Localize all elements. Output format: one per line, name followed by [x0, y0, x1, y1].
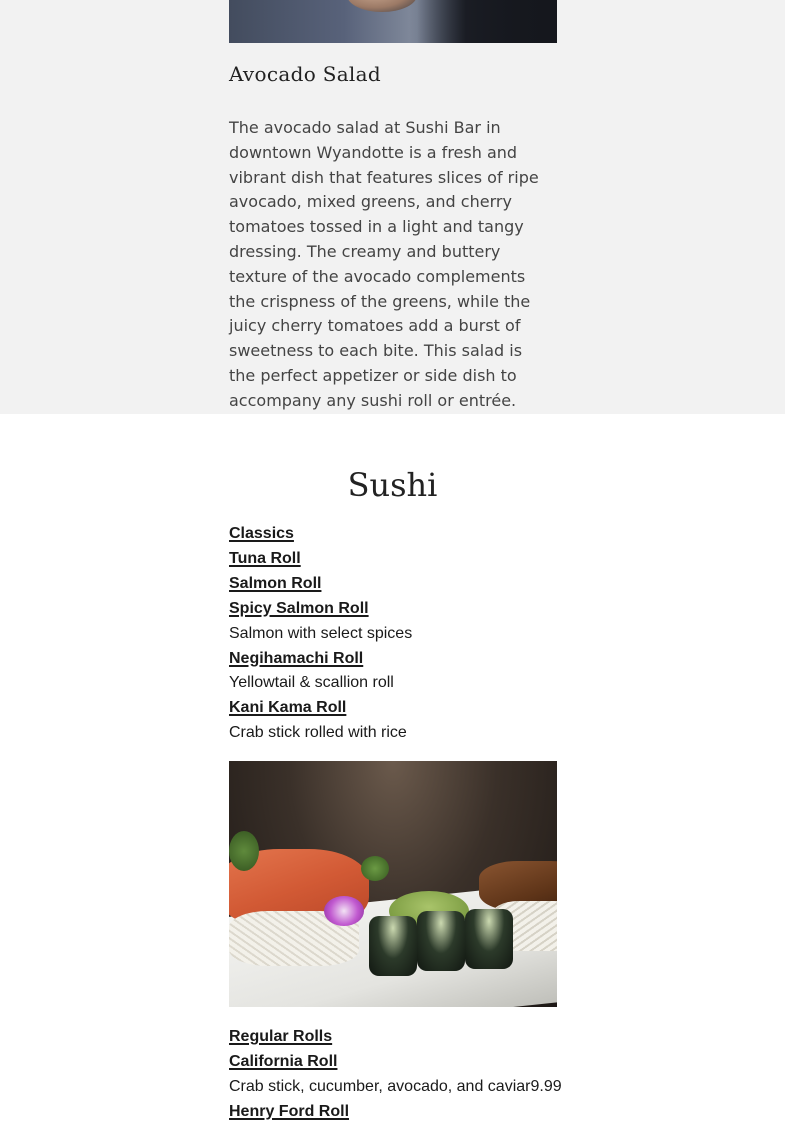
- dish-photo: [229, 0, 557, 43]
- negihamachi-roll-description: Yellowtail & scallion roll: [229, 674, 394, 692]
- menu-item: [229, 1025, 559, 1050]
- photo-maki: [369, 916, 417, 976]
- photo-shadow: [417, 0, 557, 43]
- dish-title: Avocado Salad: [229, 62, 381, 86]
- menu-link-california-roll[interactable]: California Roll: [229, 1052, 338, 1070]
- sushi-regular-list: [229, 1025, 562, 1125]
- menu-item: [229, 547, 559, 572]
- menu-item: [229, 696, 559, 721]
- menu-item: [229, 1050, 559, 1075]
- menu-item-description: [229, 622, 559, 647]
- menu-item-description: [229, 671, 559, 696]
- photo-hand: [347, 0, 417, 12]
- menu-link-henry-ford-roll[interactable]: Henry Ford Roll: [229, 1102, 350, 1120]
- dish-description: The avocado salad at Sushi Bar in downtown Wyandotte is a fresh and vibrant dish that features slices of ripe avocado, mixed greens, and cherry tomatoes tossed in a light and tangy dressing. The creamy and buttery texture of the avocado complements the crispness of the greens, while the juicy cherry tomatoes add a burst of sweetness to each bite. This salad is the perfect appetizer or side dish to accompany any sushi roll or entrée.: [229, 118, 539, 410]
- menu-link-salmon-roll[interactable]: Salmon Roll: [229, 574, 322, 592]
- menu-link-tuna-roll[interactable]: Tuna Roll: [229, 549, 301, 567]
- photo-garnish: [361, 856, 389, 881]
- menu-link-kani-kama-roll[interactable]: Kani Kama Roll: [229, 699, 347, 717]
- menu-item: [229, 597, 559, 622]
- kani-kama-roll-description: Crab stick rolled with rice: [229, 724, 407, 742]
- photo-maki: [465, 909, 513, 969]
- sushi-classics-list: [229, 522, 559, 746]
- menu-link-spicy-salmon-roll[interactable]: Spicy Salmon Roll: [229, 599, 369, 617]
- california-roll-description: Crab stick, cucumber, avocado, and caviar9.99: [229, 1077, 562, 1095]
- menu-item: [229, 522, 559, 547]
- menu-item-description: [229, 1075, 562, 1100]
- menu-item-description: [229, 721, 559, 746]
- menu-link-regular-rolls[interactable]: Regular Rolls: [229, 1028, 333, 1045]
- section-title-sushi: Sushi: [347, 466, 438, 504]
- menu-link-negihamachi-roll[interactable]: Negihamachi Roll: [229, 649, 364, 667]
- photo-maki: [417, 911, 465, 971]
- photo-flower: [324, 896, 364, 926]
- photo-greens: [229, 831, 259, 871]
- menu-link-classics[interactable]: Classics: [229, 525, 294, 542]
- menu-item: [229, 572, 559, 597]
- menu-item: [229, 1100, 559, 1125]
- featured-dish-section: [0, 0, 785, 414]
- menu-item: [229, 647, 559, 672]
- spicy-salmon-roll-description: Salmon with select spices: [229, 624, 413, 642]
- sushi-platter-photo: [229, 761, 557, 1007]
